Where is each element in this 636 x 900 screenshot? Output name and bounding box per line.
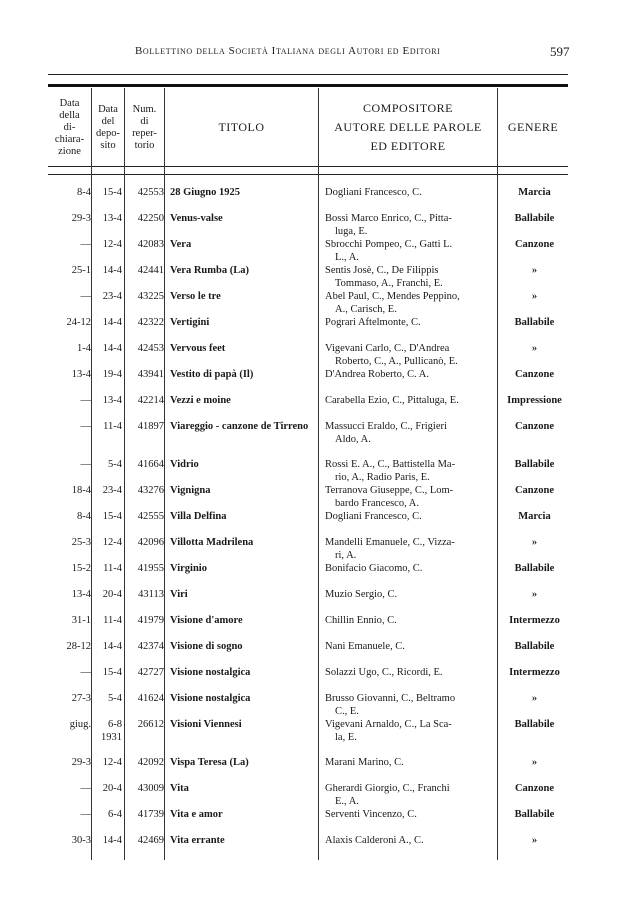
table-row [48, 342, 568, 368]
table-row [48, 368, 568, 394]
deposit-date: 14-4 [102, 641, 122, 652]
genre: Intermezzo [509, 615, 560, 626]
declaration-date: 25-1 [71, 265, 91, 276]
composer-line: Sbrocchi Pompeo, C., Gatti L. [325, 239, 453, 250]
table-row [48, 212, 568, 238]
header-line: COMPOSITORE [363, 101, 453, 115]
declaration-date: 28-12 [66, 641, 91, 652]
composer-credits [325, 692, 497, 718]
composer-credits [325, 756, 497, 769]
register-number: 42441 [137, 265, 164, 276]
register-number: 42727 [137, 667, 164, 678]
declaration-date: 24-12 [66, 317, 91, 328]
song-title-text: Visioni Viennesi [170, 719, 242, 730]
register-number: 43941 [137, 369, 164, 380]
song-title [170, 394, 320, 407]
deposit-date: 11-4 [103, 615, 122, 626]
page-number: 597 [550, 44, 570, 59]
song-title [170, 290, 320, 303]
composer-credits [325, 186, 497, 199]
song-title [170, 238, 320, 251]
deposit-date: 15-4 [102, 187, 122, 198]
table-row [48, 458, 568, 484]
composer-line: Bonifacio Giacomo, C. [325, 563, 423, 574]
header-deposit-date [92, 90, 124, 165]
header-line: Data [59, 97, 80, 109]
table-header [48, 90, 568, 165]
genre: Ballabile [514, 809, 555, 820]
song-title-text: Viri [170, 589, 188, 600]
deposit-date: 23-4 [102, 291, 122, 302]
deposit-date: 12-4 [102, 239, 122, 250]
composer-line: Mandelli Emanuele, C., Vizza- [325, 537, 455, 548]
song-title [170, 718, 320, 731]
declaration-date: — [80, 395, 91, 406]
header-bottom-rule [48, 166, 568, 167]
composer-line: Bossi Marco Enrico, C., Pitta- [325, 213, 452, 224]
composer-credits [325, 368, 497, 381]
table-row [48, 290, 568, 316]
header-line: torio [134, 139, 155, 151]
deposit-date: 5-4 [108, 693, 122, 704]
running-head [0, 45, 636, 61]
register-number: 43113 [138, 589, 164, 600]
declaration-date: — [80, 291, 91, 302]
song-title [170, 614, 320, 627]
declaration-date: giug. [69, 719, 91, 730]
genre: Ballabile [514, 563, 555, 574]
register-number: 42469 [137, 835, 164, 846]
composer-line: L., A. [335, 252, 359, 263]
header-line: ED EDITORE [370, 139, 446, 153]
composer-credits [325, 666, 497, 679]
composer-credits [325, 562, 497, 575]
song-title-text: Vispa Teresa (La) [170, 757, 249, 768]
genre: » [531, 343, 538, 354]
deposit-date: 12-4 [102, 537, 122, 548]
song-title [170, 264, 320, 277]
composer-credits [325, 808, 497, 821]
header-line: AUTORE DELLE PAROLE [334, 120, 482, 134]
header-line: di [140, 115, 149, 127]
declaration-date: 30-3 [71, 835, 91, 846]
declaration-date: — [80, 667, 91, 678]
composer-credits [325, 290, 497, 316]
deposit-date: 13-4 [102, 213, 122, 224]
header-line: della [59, 109, 80, 121]
table-row [48, 640, 568, 666]
composer-line: E., A. [335, 796, 359, 807]
composer-line: D'Andrea Roberto, C. A. [325, 369, 429, 380]
declaration-date: 8-4 [77, 187, 91, 198]
declaration-date: 1-4 [77, 343, 91, 354]
song-title-text: Visione nostalgica [170, 693, 251, 704]
song-title-text: Villotta Madrilena [170, 537, 254, 548]
composer-line: Gherardi Giorgio, C., Franchi [325, 783, 450, 794]
declaration-date: 18-4 [71, 485, 91, 496]
composer-line: Solazzi Ugo, C., Ricordi, E. [325, 667, 443, 678]
body-top-rule [48, 174, 568, 175]
table-row [48, 484, 568, 510]
composer-credits [325, 782, 497, 808]
song-title [170, 666, 320, 679]
genre: Ballabile [514, 213, 555, 224]
song-title [170, 834, 320, 847]
song-title [170, 484, 320, 497]
deposit-date: 19-4 [102, 369, 122, 380]
genre: Canzone [514, 783, 555, 794]
declaration-date: 31-1 [71, 615, 91, 626]
song-title-text: Vidrio [170, 459, 199, 470]
genre: » [531, 537, 538, 548]
composer-line: la, E. [335, 732, 357, 743]
composer-line: Rossi E. A., C., Battistella Ma- [325, 459, 456, 470]
register-number: 41739 [137, 809, 164, 820]
song-title-text: Vignigna [170, 485, 211, 496]
composer-line: Aldo, A. [335, 434, 371, 445]
song-title [170, 316, 320, 329]
journal-title: Bollettino della Società Italiana degli Autori ed Editori [135, 45, 441, 57]
song-title-text: Vertigini [170, 317, 210, 328]
header-register-number [125, 90, 164, 165]
register-number: 41955 [137, 563, 164, 574]
register-number: 41664 [137, 459, 164, 470]
composer-credits [325, 536, 497, 562]
composer-credits [325, 342, 497, 368]
song-title-text: Vervous feet [170, 343, 226, 354]
header-line: di- [63, 121, 76, 133]
composer-line: rio, A., Radio Paris, E. [335, 472, 430, 483]
song-title [170, 368, 320, 381]
song-title-text: 28 Giugno 1925 [170, 187, 241, 198]
song-title [170, 640, 320, 653]
genre: Intermezzo [509, 667, 560, 678]
genre: Canzone [514, 485, 555, 496]
composer-line: Abel Paul, C., Mendes Peppino, [325, 291, 460, 302]
header-genre: GENERE [507, 120, 559, 134]
genre: Impressione [507, 395, 562, 406]
song-title-text: Verso le tre [170, 291, 221, 302]
genre: Ballabile [514, 317, 555, 328]
song-title-text: Vita [170, 783, 189, 794]
composer-line: Marani Marino, C. [325, 757, 404, 768]
header-line: Num. [132, 103, 157, 115]
composer-line: Terranova Giuseppe, C., Lom- [325, 485, 454, 496]
genre: » [531, 589, 538, 600]
composer-line: Massucci Eraldo, C., Frigieri [325, 421, 447, 432]
header-line: reper- [132, 127, 157, 139]
composer-line: Alaxis Calderoni A., C. [325, 835, 424, 846]
composer-credits [325, 484, 497, 510]
composer-line: Tommaso, A., Franchi, E. [335, 278, 443, 289]
table-row [48, 394, 568, 420]
declaration-date: 13-4 [71, 369, 91, 380]
song-title [170, 562, 320, 575]
declaration-date: 13-4 [71, 589, 91, 600]
deposit-date: 6-4 [108, 809, 122, 820]
composer-line: C., E. [335, 706, 359, 717]
song-title-text: Vita e amor [170, 809, 223, 820]
header-line: zione [58, 145, 81, 157]
composer-credits [325, 420, 497, 446]
declaration-date: 29-3 [71, 213, 91, 224]
table-row [48, 666, 568, 692]
header-line: del [101, 115, 115, 127]
composer-credits [325, 718, 497, 744]
composer-credits [325, 238, 497, 264]
composer-credits [325, 834, 497, 847]
deposit-date: 14-4 [102, 835, 122, 846]
register-number: 42092 [137, 757, 164, 768]
composer-line: Dogliani Francesco, C. [325, 511, 422, 522]
header-line: depo- [96, 127, 120, 139]
composer-line: ri, A. [335, 550, 357, 561]
register-number: 42374 [137, 641, 164, 652]
register-number: 43009 [137, 783, 164, 794]
composer-credits [325, 394, 497, 407]
genre: Marcia [518, 187, 551, 198]
header-composer [319, 90, 497, 165]
header-declaration-date [48, 90, 91, 165]
song-title-text: Viareggio - canzone de Tirreno [170, 421, 309, 432]
composer-line: luga, E. [335, 226, 368, 237]
song-title-text: Visione nostalgica [170, 667, 251, 678]
table-row [48, 718, 568, 756]
song-title [170, 536, 320, 549]
genre: Canzone [514, 421, 555, 432]
composer-line: Carabella Ezio, C., Pittaluga, E. [325, 395, 459, 406]
song-title [170, 458, 320, 471]
composer-credits [325, 510, 497, 523]
song-title [170, 782, 320, 795]
declaration-date: — [80, 421, 91, 432]
composer-line: Muzio Sergio, C. [325, 589, 398, 600]
composer-line: Vigevani Carlo, C., D'Andrea [325, 343, 450, 354]
composer-credits [325, 588, 497, 601]
deposit-date: 5-4 [108, 459, 122, 470]
song-title [170, 186, 320, 199]
register-number: 42453 [137, 343, 164, 354]
table-row [48, 614, 568, 640]
table-row [48, 808, 568, 834]
deposit-date: 23-4 [102, 485, 122, 496]
declaration-date: — [80, 459, 91, 470]
table-row [48, 588, 568, 614]
deposit-date: 6-8 1931 [101, 719, 122, 743]
header-title: TITOLO [218, 120, 265, 134]
song-title [170, 342, 320, 355]
song-title [170, 808, 320, 821]
table-row [48, 238, 568, 264]
deposit-date: 20-4 [102, 783, 122, 794]
song-title [170, 692, 320, 705]
composer-credits [325, 614, 497, 627]
register-number: 42250 [137, 213, 164, 224]
deposit-date: 14-4 [102, 317, 122, 328]
header-line: chiara- [54, 133, 85, 145]
deposit-date: 15-4 [102, 667, 122, 678]
genre: Ballabile [514, 719, 555, 730]
deposit-date: 13-4 [102, 395, 122, 406]
song-title-text: Virginio [170, 563, 207, 574]
song-title-text: Vera [170, 239, 192, 250]
declaration-date: — [80, 239, 91, 250]
genre: » [531, 757, 538, 768]
song-title [170, 510, 320, 523]
deposit-date: 14-4 [102, 265, 122, 276]
composer-line: Brusso Giovanni, C., Beltramo [325, 693, 456, 704]
table-row [48, 420, 568, 458]
register-number: 42083 [137, 239, 164, 250]
genre: » [531, 291, 538, 302]
header-line: sito [100, 139, 116, 151]
register-number: 42322 [137, 317, 164, 328]
table-row [48, 316, 568, 342]
deposit-date: 15-4 [102, 511, 122, 522]
table-row [48, 562, 568, 588]
composer-line: Serventi Vincenzo, C. [325, 809, 417, 820]
genre: » [531, 693, 538, 704]
composer-line: Roberto, C., A., Pullicanò, E. [335, 356, 458, 367]
declaration-date: 27-3 [71, 693, 91, 704]
song-title [170, 756, 320, 769]
declaration-date: 25-3 [71, 537, 91, 548]
declaration-date: 15-2 [71, 563, 91, 574]
composer-line: Chillin Ennio, C. [325, 615, 397, 626]
table-row [48, 264, 568, 290]
composer-line: bardo Francesco, A. [335, 498, 419, 509]
song-title-text: Vestito di papà (Il) [170, 369, 254, 380]
table-row [48, 692, 568, 718]
composer-line: Nani Emanuele, C. [325, 641, 405, 652]
composer-credits [325, 458, 497, 484]
header-rule [48, 84, 568, 87]
top-rule [48, 74, 568, 75]
table-row [48, 834, 568, 860]
table-row [48, 782, 568, 808]
song-title [170, 588, 320, 601]
composer-line: Dogliani Francesco, C. [325, 187, 422, 198]
register-number: 41979 [137, 615, 164, 626]
table-row [48, 756, 568, 782]
genre: Ballabile [514, 459, 555, 470]
declaration-date: 29-3 [71, 757, 91, 768]
genre: » [531, 265, 538, 276]
declaration-date: — [80, 783, 91, 794]
register-number: 43276 [137, 485, 164, 496]
genre: Ballabile [514, 641, 555, 652]
table-row [48, 510, 568, 536]
composer-line: Sentis Josè, C., De Filippis [325, 265, 439, 276]
composer-credits [325, 212, 497, 238]
song-title [170, 212, 320, 225]
song-title-text: Vita errante [170, 835, 225, 846]
composer-line: A., Carisch, E. [335, 304, 397, 315]
song-title [170, 420, 320, 433]
deposit-date: 11-4 [103, 563, 122, 574]
composer-line: Pograri Aftelmonte, C. [325, 317, 421, 328]
genre: Canzone [514, 369, 555, 380]
header-line: Data [98, 103, 118, 115]
register-number: 26612 [137, 719, 164, 730]
table-row [48, 536, 568, 562]
table-row [48, 186, 568, 212]
register-number: 43225 [137, 291, 164, 302]
composer-credits [325, 640, 497, 653]
song-title-text: Venus-valse [170, 213, 223, 224]
genre: » [531, 835, 538, 846]
register-number: 42555 [137, 511, 164, 522]
genre: Canzone [514, 239, 555, 250]
declaration-date: 8-4 [77, 511, 91, 522]
composer-line: Vigevani Arnaldo, C., La Sca- [325, 719, 452, 730]
register-number: 42553 [137, 187, 164, 198]
song-title-text: Vezzi e moine [170, 395, 231, 406]
deposit-date: 12-4 [102, 757, 122, 768]
song-title-text: Vera Rumba (La) [170, 265, 249, 276]
song-title-text: Visione di sogno [170, 641, 243, 652]
deposit-date: 14-4 [102, 343, 122, 354]
register-number: 41624 [137, 693, 164, 704]
composer-credits [325, 316, 497, 329]
deposit-date: 11-4 [103, 421, 122, 432]
declaration-date: — [80, 809, 91, 820]
register-number: 42214 [137, 395, 164, 406]
register-number: 41897 [137, 421, 164, 432]
register-number: 42096 [137, 537, 164, 548]
composer-credits [325, 264, 497, 290]
song-title-text: Villa Delfina [170, 511, 227, 522]
song-title-text: Visione d'amore [170, 615, 243, 626]
deposit-date: 20-4 [102, 589, 122, 600]
genre: Marcia [518, 511, 551, 522]
